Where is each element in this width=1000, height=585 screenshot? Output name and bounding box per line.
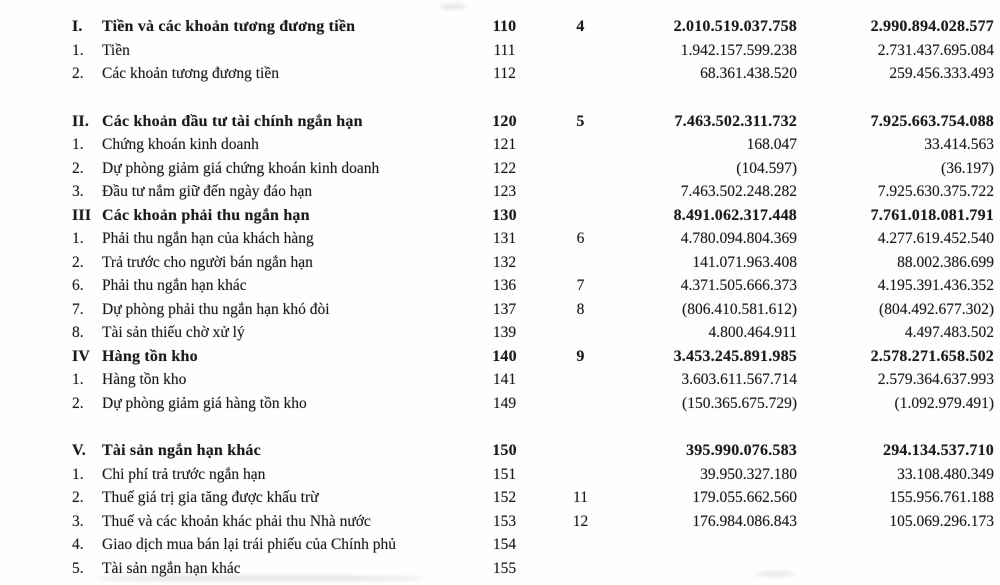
code-cell: 120	[492, 112, 517, 130]
table-row	[72, 62, 1000, 86]
note-cell: 4	[576, 18, 585, 35]
current-value-cell: 395.990.076.583	[686, 442, 797, 459]
current-value-cell: 4.371.505.666.373	[680, 277, 797, 294]
code-cell: 155	[492, 559, 517, 577]
prior-value-cell: 155.956.761.188	[889, 489, 994, 506]
note-cell: 5	[576, 112, 585, 130]
table-row	[72, 157, 1000, 181]
code-cell: 149	[492, 394, 517, 412]
item-label: Dự phòng giảm giá hàng tồn kho	[102, 394, 307, 412]
note-cell	[547, 62, 614, 86]
prior-value-cell	[797, 557, 994, 581]
prior-value-cell: 7.925.663.754.088	[870, 112, 994, 130]
item-label: Trả trước cho người bán ngắn hạn	[102, 253, 313, 271]
row-number: 1.	[72, 230, 84, 247]
note-cell	[547, 533, 614, 557]
current-value-cell	[614, 557, 797, 581]
note-cell	[547, 321, 614, 345]
table-row	[72, 298, 1000, 322]
current-value-cell: 4.800.464.911	[708, 324, 797, 341]
item-label: Tiền	[102, 41, 130, 59]
row-number: 1.	[72, 465, 84, 483]
note-cell: 9	[576, 347, 585, 365]
row-number: I.	[72, 18, 83, 35]
note-cell	[547, 392, 614, 416]
code-cell: 150	[492, 442, 517, 459]
current-value-cell: (806.410.581.612)	[682, 300, 797, 318]
table-row	[72, 251, 1000, 275]
item-label: Các khoản đầu tư tài chính ngắn hạn	[102, 112, 363, 130]
prior-value-cell: (804.492.677.302)	[879, 300, 994, 318]
table-row	[72, 439, 1000, 463]
table-row	[72, 15, 1000, 39]
note-cell: 12	[572, 512, 589, 530]
row-number: 8.	[72, 324, 84, 341]
current-value-cell: 4.780.094.804.369	[680, 230, 797, 247]
current-value-cell: 176.984.086.843	[692, 512, 797, 530]
code-cell: 153	[492, 512, 517, 530]
row-number: 2.	[72, 159, 84, 177]
table-row	[72, 204, 1000, 228]
current-value-cell: 7.463.502.248.282	[680, 183, 797, 200]
item-label: Hàng tồn kho	[102, 347, 198, 365]
row-number: 6.	[72, 277, 84, 294]
item-label: Giao dịch mua bán lại trái phiếu của Chính phủ	[102, 536, 396, 553]
table-row	[72, 463, 1000, 487]
scan-smudge-artifact	[440, 4, 466, 9]
table-row	[72, 345, 1000, 369]
prior-value-cell: 105.069.296.173	[889, 512, 994, 530]
note-cell	[547, 180, 614, 204]
prior-value-cell: 7.925.630.375.722	[877, 183, 994, 200]
prior-value-cell: (36.197)	[941, 159, 994, 177]
row-number: V.	[72, 442, 86, 459]
item-label: Tiền và các khoản tương đương tiền	[102, 18, 356, 35]
item-label: Các khoản tương đương tiền	[102, 65, 279, 82]
row-number: 1.	[72, 371, 84, 388]
prior-value-cell: 2.990.894.028.577	[870, 18, 994, 35]
item-label: Chi phí trả trước ngắn hạn	[102, 465, 266, 483]
prior-value-cell: 33.108.480.349	[897, 465, 994, 483]
item-label: Tài sản ngắn hạn khác	[102, 442, 261, 459]
prior-value-cell: 7.761.018.081.791	[870, 206, 994, 224]
note-cell	[547, 39, 614, 63]
item-label: Chứng khoán kinh doanh	[102, 136, 259, 153]
code-cell: 130	[492, 206, 517, 224]
row-number: 1.	[72, 41, 84, 59]
scan-smudge-artifact	[95, 576, 425, 581]
row-number: III	[72, 206, 92, 224]
note-cell	[547, 157, 614, 181]
code-cell: 136	[492, 277, 517, 294]
row-number: 2.	[72, 253, 84, 271]
current-value-cell: 8.491.062.317.448	[673, 206, 797, 224]
table-row	[72, 486, 1000, 510]
prior-value-cell: 294.134.537.710	[883, 442, 994, 459]
prior-value-cell: 4.497.483.502	[904, 324, 994, 341]
code-cell: 131	[492, 230, 517, 247]
row-number: 2.	[72, 65, 84, 82]
item-label: Thuế giá trị gia tăng được khấu trừ	[102, 489, 319, 506]
prior-value-cell: 88.002.386.699	[897, 253, 994, 271]
item-label: Thuế và các khoản khác phải thu Nhà nước	[102, 512, 371, 530]
table-row	[72, 510, 1000, 534]
prior-value-cell: 33.414.563	[924, 136, 994, 153]
current-value-cell: 179.055.662.560	[692, 489, 797, 506]
current-value-cell: 7.463.502.311.732	[674, 112, 797, 130]
prior-value-cell: 2.579.364.637.993	[877, 371, 994, 388]
code-cell: 137	[492, 300, 517, 318]
note-cell	[547, 204, 614, 228]
row-number: 5.	[72, 559, 84, 577]
current-value-cell: (150.365.675.729)	[682, 394, 797, 412]
current-value-cell: 141.071.963.408	[692, 253, 797, 271]
table-row	[72, 368, 1000, 392]
current-value-cell: 3.603.611.567.714	[681, 371, 797, 388]
table-row	[72, 321, 1000, 345]
row-number: 3.	[72, 183, 84, 200]
table-row	[72, 392, 1000, 416]
row-number: II.	[72, 112, 90, 130]
current-value-cell: 3.453.245.891.985	[673, 347, 797, 365]
table-row	[72, 133, 1000, 157]
note-cell	[547, 368, 614, 392]
code-cell: 112	[493, 65, 516, 82]
current-value-cell: 168.047	[746, 136, 797, 153]
row-number: IV	[72, 347, 91, 365]
code-cell: 154	[492, 536, 517, 553]
note-cell	[547, 133, 614, 157]
item-label: Hàng tồn kho	[102, 371, 187, 388]
code-cell: 121	[492, 136, 517, 153]
item-label: Phải thu ngắn hạn khác	[102, 277, 247, 294]
prior-value-cell: (1.092.979.491)	[894, 394, 994, 412]
note-cell	[547, 439, 614, 463]
note-cell: 6	[576, 230, 585, 247]
code-cell: 141	[492, 371, 517, 388]
code-cell: 111	[493, 41, 516, 59]
note-cell	[547, 251, 614, 275]
current-value-cell: 68.361.438.520	[700, 65, 797, 82]
note-cell: 11	[573, 489, 588, 506]
row-number: 4.	[72, 536, 84, 553]
current-value-cell: 2.010.519.037.758	[673, 18, 797, 35]
item-label: Đầu tư nắm giữ đến ngày đáo hạn	[102, 183, 313, 200]
prior-value-cell	[797, 533, 994, 557]
table-row	[72, 533, 1000, 557]
prior-value-cell: 4.195.391.436.352	[877, 277, 994, 294]
item-label: Phải thu ngắn hạn của khách hàng	[102, 230, 314, 247]
prior-value-cell: 259.456.333.493	[889, 65, 994, 82]
row-number: 2.	[72, 394, 84, 412]
item-label: Tài sản ngắn hạn khác	[102, 559, 241, 577]
table-row	[72, 110, 1000, 134]
note-cell: 7	[576, 277, 585, 294]
prior-value-cell: 2.578.271.658.502	[870, 347, 994, 365]
table-row	[72, 274, 1000, 298]
code-cell: 123	[492, 183, 517, 200]
code-cell: 152	[492, 489, 517, 506]
current-value-cell: 1.942.157.599.238	[680, 41, 797, 59]
code-cell: 110	[492, 18, 517, 35]
item-label: Các khoản phải thu ngắn hạn	[102, 206, 310, 224]
item-label: Tài sản thiếu chờ xử lý	[102, 324, 245, 341]
current-value-cell	[614, 533, 797, 557]
note-cell: 8	[576, 300, 585, 318]
row-number: 2.	[72, 489, 84, 506]
row-number: 1.	[72, 136, 84, 153]
scan-smudge-artifact	[755, 572, 795, 576]
prior-value-cell: 2.731.437.695.084	[877, 41, 994, 59]
code-cell: 139	[492, 324, 517, 341]
code-cell: 140	[492, 347, 517, 365]
prior-value-cell: 4.277.619.452.540	[877, 230, 994, 247]
note-cell	[547, 557, 614, 581]
current-value-cell: (104.597)	[736, 159, 797, 177]
code-cell: 132	[492, 253, 517, 271]
item-label: Dự phòng giảm giá chứng khoán kinh doanh	[102, 159, 380, 177]
note-cell	[547, 463, 614, 487]
row-number: 7.	[72, 300, 84, 318]
current-value-cell: 39.950.327.180	[700, 465, 797, 483]
table-row	[72, 39, 1000, 63]
table-row	[72, 180, 1000, 204]
code-cell: 122	[492, 159, 517, 177]
code-cell: 151	[492, 465, 517, 483]
item-label: Dự phòng phải thu ngắn hạn khó đòi	[102, 300, 330, 318]
table-row	[72, 227, 1000, 251]
row-number: 3.	[72, 512, 84, 530]
